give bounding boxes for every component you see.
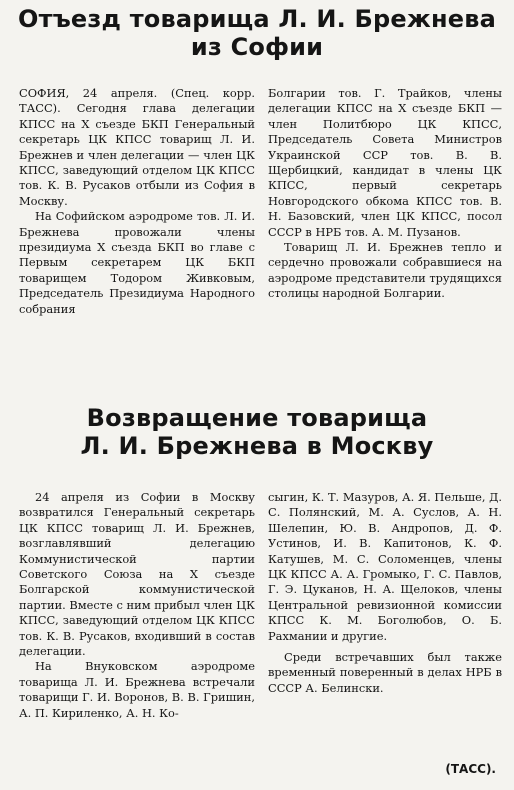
article2-headline-line2: Л. И. Брежнева в Москву bbox=[80, 431, 434, 460]
article2-headline bbox=[0, 405, 514, 460]
article1-headline-line1: Отъезд товарища Л. И. Брежнева bbox=[17, 5, 496, 33]
article2-paragraph: Среди встречавших был также временный поверенный в делах НРБ в СССР А. Белински. bbox=[268, 650, 502, 695]
article1-paragraph: Болгарии тов. Г. Трайков, члены делегации КПСС на X съезде БКП — член Политбюро ЦК КПСС, Председатель Совета Министров Украинской ССР тов. В. В. Щербицкий, кандидат в члены ЦК КПСС, первый секретарь Новгородского обкома КПСС тов. В. Н. Базовский, член ЦК КПСС, посол СССР в НРБ тов. А. М. Пузанов. bbox=[268, 86, 502, 239]
article1-headline-line2: из Софии bbox=[190, 32, 324, 61]
article1-paragraph: Товарищ Л. И. Брежнев тепло и сердечно провожали собравшиеся на аэродроме представители трудящихся столицы народной Болгарии. bbox=[268, 240, 502, 301]
article2-column-right bbox=[268, 490, 502, 696]
article2-paragraph: На Внуковском аэродроме товарища Л. И. Брежнева встречали товарищи Г. И. Воронов, В. В. Гришин, А. П. Кириленко, А. Н. Ко- bbox=[19, 659, 255, 720]
article2-signature: (ТАСС). bbox=[445, 762, 496, 776]
article2-paragraph: 24 апреля из Софии в Москву возвратился Генеральный секретарь ЦК КПСС товарищ Л. И. Брежнев, возглавлявший делегацию Коммунистической партии Советского Союза на X съезде Болгарской коммунистической партии. Вместе с ним прибыл член ЦК КПСС, заведующий отделом ЦК КПСС тов. К. В. Русаков, входивший в состав делегации. bbox=[19, 490, 255, 659]
article1-column-left bbox=[19, 86, 255, 317]
article1-paragraph: На Софийском аэродроме тов. Л. И. Брежнева провожали члены президиума X съезда БКП во главе с Первым секретарем ЦК БКП товарищем Тодором Живковым, Председатель Президиума Народного собрания bbox=[19, 209, 255, 316]
article1-headline bbox=[0, 6, 514, 61]
article1-paragraph: СОФИЯ, 24 апреля. (Спец. корр. ТАСС). Сегодня глава делегации КПСС на X съезде БКП Генеральный секретарь ЦК КПСС товарищ Л. И. Брежнев и член делегации — член ЦК КПСС, заведующий отделом ЦК КПСС тов. К. В. Русаков отбыли из София в Москву. bbox=[19, 86, 255, 208]
article2-column-left bbox=[19, 490, 255, 721]
article1-column-right bbox=[268, 86, 502, 302]
article2-headline-line1: Возвращение товарища bbox=[86, 404, 428, 432]
article2-paragraph: сыгин, К. Т. Мазуров, А. Я. Пельше, Д. С. Полянский, М. А. Суслов, А. Н. Шелепин, Ю. В. Андропов, Д. Ф. Устинов, И. В. Капитонов, К. Ф. Катушев, М. С. Соломенцев, члены ЦК КПСС А. А. Громыко, Г. С. Павлов, Г. Э. Цуканов, Н. А. Щелоков, члены Центральной ревизионной комиссии КПСС К. М. Боголюбов, О. Б. Рахмании и другие. bbox=[268, 490, 502, 643]
